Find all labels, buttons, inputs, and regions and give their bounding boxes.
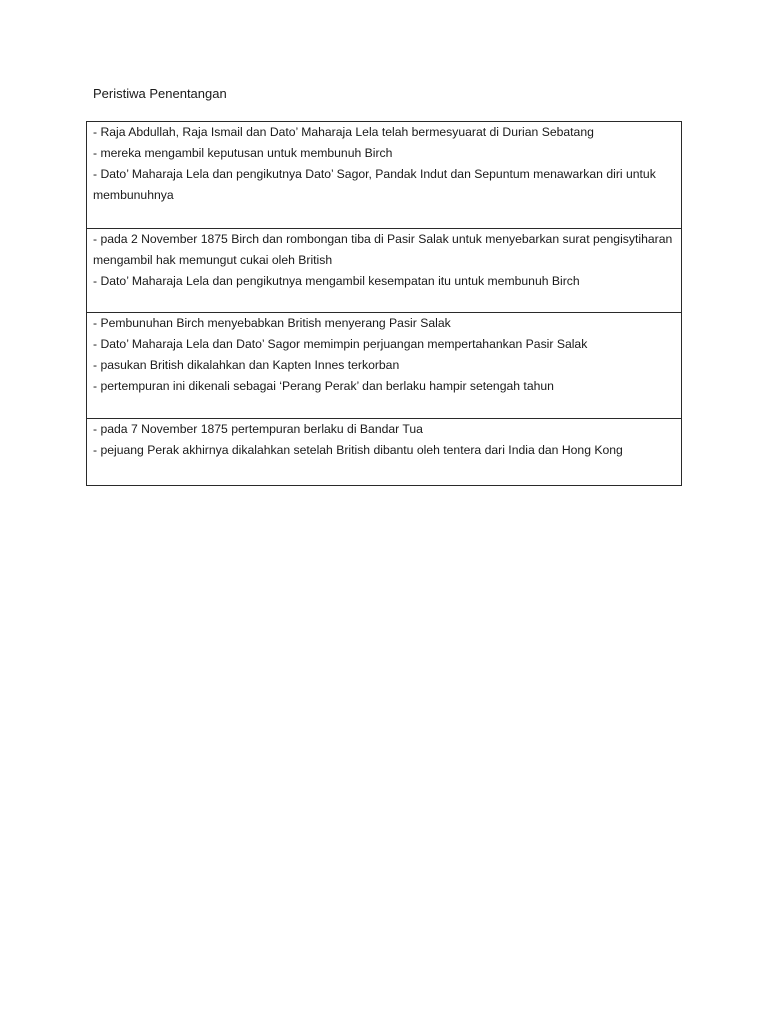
event-line: - Raja Abdullah, Raja Ismail dan Dato’ Maharaja Lela telah bermesyuarat di Durian Sebatang: [93, 125, 594, 139]
table-row: [87, 312, 681, 418]
event-line: - pejuang Perak akhirnya dikalahkan setelah British dibantu oleh tentera dari India dan Hong Kong: [93, 443, 623, 457]
event-line: - pertempuran ini dikenali sebagai ‘Perang Perak’ dan berlaku hampir setengah tahun: [93, 379, 554, 393]
event-line: - Dato’ Maharaja Lela dan pengikutnya mengambil kesempatan itu untuk membunuh Birch: [93, 274, 580, 288]
table-row: [87, 228, 681, 312]
event-line: - Dato’ Maharaja Lela dan Dato’ Sagor memimpin perjuangan mempertahankan Pasir Salak: [93, 337, 588, 351]
event-line: - pada 2 November 1875 Birch dan rombongan tiba di Pasir Salak untuk menyebarkan surat pengisytiharan mengambil hak memungut cukai oleh British: [93, 232, 673, 267]
table-row: [87, 418, 681, 485]
event-line: - Pembunuhan Birch menyebabkan British menyerang Pasir Salak: [93, 316, 451, 330]
event-line: - pasukan British dikalahkan dan Kapten Innes terkorban: [93, 358, 400, 372]
document-title: Peristiwa Penentangan: [93, 86, 227, 101]
event-line: - mereka mengambil keputusan untuk membunuh Birch: [93, 146, 393, 160]
events-table: [86, 121, 682, 486]
event-line: - Dato’ Maharaja Lela dan pengikutnya Dato’ Sagor, Pandak Indut dan Sepuntum menawarkan diri untuk membunuhnya: [93, 167, 656, 202]
table-row: [87, 122, 681, 228]
event-line: - pada 7 November 1875 pertempuran berlaku di Bandar Tua: [93, 422, 423, 436]
